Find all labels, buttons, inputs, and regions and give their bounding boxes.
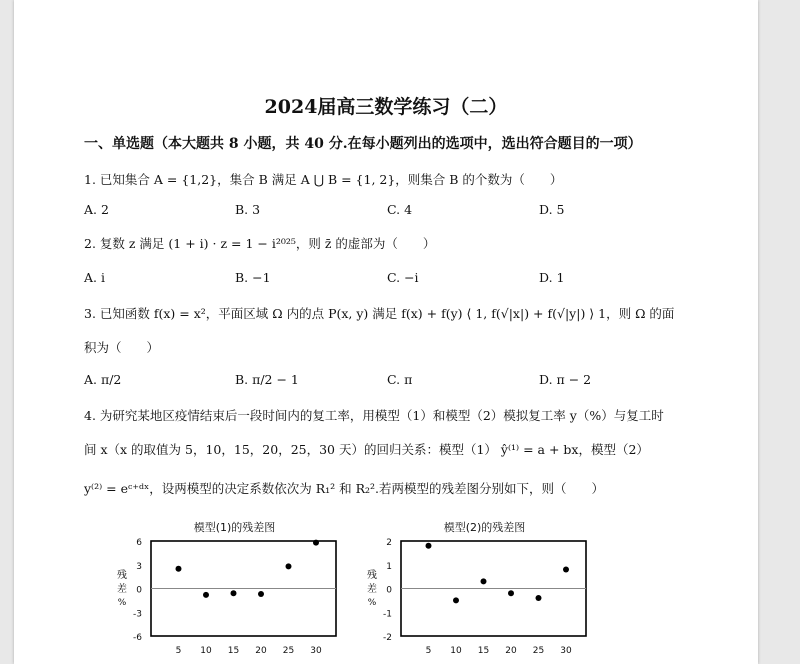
x-tick-label: 15 [227,646,240,656]
y-axis-label-1: 残 [117,570,127,581]
y-tick-label: 3 [136,561,142,572]
data-point [563,567,569,573]
chart-title: 模型(2)的残差图 [443,521,526,534]
question-4-stem: 4. 为研究某地区疫情结束后一段时间内的复工率，用模型（1）和模型（2）模拟复工率 y（%）与复工时 [84,408,664,423]
document-page [14,0,758,664]
x-tick-label: 5 [425,646,432,656]
data-point [508,590,514,596]
data-point [258,591,264,597]
data-point [286,563,292,569]
question-4-stem-cont2: y⁽²⁾ = eᶜ⁺ᵈˣ，设两模型的决定系数依次为 R₁² 和 R₂².若两模型的残差图分别如下，则（ ） [84,481,605,496]
y-tick-label: -6 [133,633,142,643]
section-heading: 一、单选题（本大题共 8 小题，共 40 分.在每小题列出的选项中，选出符合题目的一项） [84,136,642,152]
data-point [481,578,487,584]
q2-option-d: D. 1 [539,270,565,285]
data-point [203,592,209,598]
x-tick-label: 10 [450,646,462,656]
y-axis-label-2: 差 [367,584,377,595]
y-axis-label-1: 残 [367,570,377,581]
data-point [453,597,459,603]
data-point [426,543,432,549]
data-point [176,566,182,572]
q2-option-b: B. −1 [235,270,271,285]
q3-option-d: D. π − 2 [539,372,592,387]
y-axis-label-3: % [117,598,127,608]
x-tick-label: 25 [532,646,545,656]
y-tick-label: -1 [383,609,392,620]
y-tick-label: 2 [386,538,392,548]
x-tick-label: 30 [310,646,322,656]
q1-option-c: C. 4 [387,202,413,217]
chart-title: 模型(1)的残差图 [193,521,276,534]
q3-option-b: B. π/2 − 1 [235,372,299,387]
q2-option-c: C. −i [387,270,419,285]
data-point [231,590,237,596]
residual-plot-model-2 [338,515,588,664]
q2-option-a: A. i [84,270,105,285]
y-axis-label-2: 差 [117,584,127,595]
question-2-stem: 2. 复数 z 满足 (1 + i) · z = 1 − i²⁰²⁵，则 z̄ 的虚部为（ ） [84,236,436,251]
residual-plot-model-1 [88,515,338,664]
x-tick-label: 15 [477,646,490,656]
y-tick-label: -2 [383,633,392,643]
y-tick-label: -3 [133,609,142,620]
x-tick-label: 20 [505,646,517,656]
x-tick-label: 10 [200,646,212,656]
y-tick-label: 6 [136,538,142,548]
question-3-stem: 3. 已知函数 f(x) = x²，平面区域 Ω 内的点 P(x, y) 满足 f(x) + f(y) ⟨ 1, f(√|x|) + f(√|y|) ⟩ 1，则 Ω 的面 [84,306,675,321]
page-title: 2024届高三数学练习（二） [264,96,508,118]
question-1-stem: 1. 已知集合 A = {1,2}，集合 B 满足 A ⋃ B = {1, 2}，则集合 B 的个数为（ ） [84,172,563,187]
x-tick-label: 20 [255,646,267,656]
q3-option-a: A. π/2 [84,372,122,387]
x-tick-label: 5 [175,646,182,656]
q1-option-a: A. 2 [84,202,109,217]
y-tick-label: 1 [386,561,392,572]
x-tick-label: 30 [560,646,572,656]
question-4-stem-cont: 间 x（x 的取值为 5，10，15，20，25，30 天）的回归关系：模型（1） ŷ⁽¹⁾ = a + bx，模型（2） [84,442,649,457]
q1-option-b: B. 3 [235,202,261,217]
y-tick-label: 0 [136,585,142,596]
data-point [313,540,319,546]
q3-option-c: C. π [387,372,413,387]
data-point [536,595,542,601]
y-tick-label: 0 [386,585,392,596]
q1-option-d: D. 5 [539,202,565,217]
y-axis-label-3: % [367,598,377,608]
x-tick-label: 25 [282,646,295,656]
question-3-stem-cont: 积为（ ） [84,340,160,355]
